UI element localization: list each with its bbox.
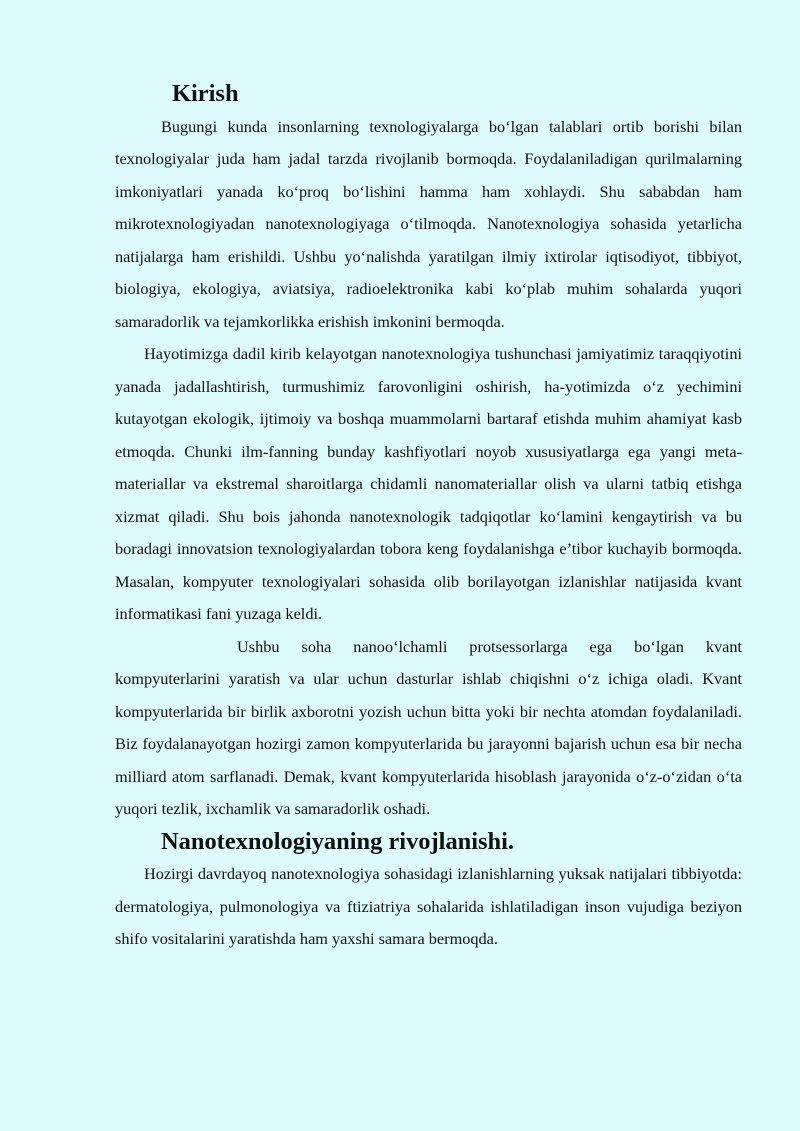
document-page: [115, 78, 742, 956]
paragraph: Bugungi kunda insonlarning texnologiyalarga bo‘lgan talablari ortib borishi bilan texnologiyalar juda ham jadal tarzda rivojlanib bormoqda. Foydalaniladigan qurilmalarning imkoniyatlari yanada ko‘proq bo‘lishini hamma ham xohlaydi. Shu sababdan ham mikrotexnologiyadan nanotexnologiyaga o‘tilmoqda. Nanotexnologiya sohasida yetarlicha natijalarga ham erishildi. Ushbu yo‘nalishda yaratilgan ilmiy ixtirolar iqtisodiyot, tibbiyot, biologiya, ekologiya, aviatsiya, radioelektronika kabi ko‘plab muhim sohalarda yuqori samaradorlik va tejamkorlikka erishish imkonini bermoqda.: [115, 116, 742, 331]
paragraph: Ushbu soha nanoo‘lchamli protsessorlarga ega bo‘lgan kvant kompyuterlarini yaratish va ular uchun dasturlar ishlab chiqishni o‘z ichiga oladi. Kvant kompyuterlarida bir birlik axborotni yozish uchun bitta yoki bir nechta atomdan foydalaniladi. Biz foydalanayotgan hozirgi zamon kompyuterlarida bu jarayonni bajarish uchun esa bir necha milliard atom sarflanadi. Demak, kvant kompyuterlarida hisoblash jarayonida o‘z-o‘zidan o‘ta yuqori tezlik, ixchamlik va samaradorlik oshadi.: [115, 636, 742, 818]
paragraph: Hayotimizga dadil kirib kelayotgan nanotexnologiya tushunchasi jamiyatimiz taraqqiyotini yanada jadallashtirish, turmushimiz farovonligini oshirish, ha-yotimizda o‘z yechimini kutayotgan ekologik, ijtimoiy va boshqa muammolarni bartaraf etishda muhim ahamiyat kasb etmoqda. Chunki ilm-fanning bunday kashfiyotlari noyob xususiyatlarga ega yangi meta-materiallar va ekstremal sharoitlarga chidamli nanomateriallar olish va ularni tatbiq etishga xizmat qiladi. Shu bois jahonda nanotexnologik tadqiqotlar ko‘lamini kengaytirish va bu boradagi innovatsion texnologiyalardan tobora keng foydalanishga e’tibor kuchayib bormoqda. Masalan, kompyuter texnologiyalari sohasida olib borilayotgan izlanishlar natijasida kvant informatikasi fani yuzaga keldi.: [115, 344, 742, 623]
section-heading-intro: Kirish: [172, 80, 239, 107]
section-heading-development: Nanotexnologiyaning rivojlanishi.: [161, 827, 515, 855]
paragraph: Hozirgi davrdayoq nanotexnologiya sohasidagi izlanishlarning yuksak natijalari tibbiyotda: dermatologiya, pulmonologiya va ftiziatriya sohalarida ishlatiladigan inson vujudiga beziyon shifo vositalarini yaratishda ham yaxshi samara bermoqda.: [115, 864, 742, 948]
